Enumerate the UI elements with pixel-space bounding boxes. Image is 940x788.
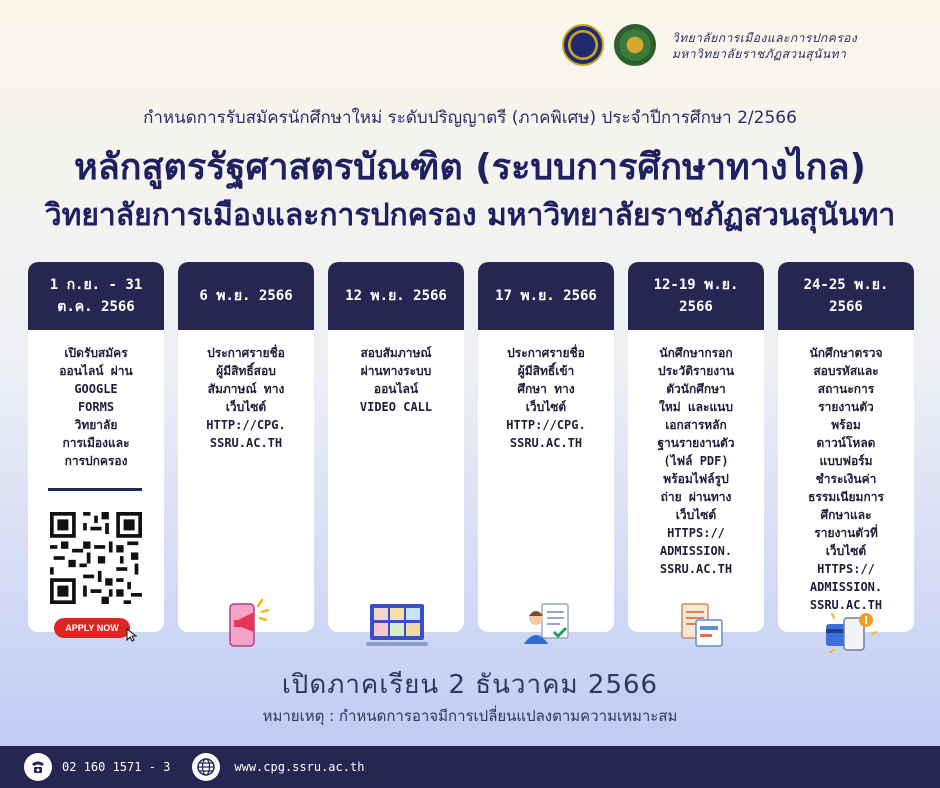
globe-icon [192, 753, 220, 781]
video-call-icon [366, 602, 428, 650]
step-line: พร้อมไฟล์รูป [663, 472, 729, 486]
qr-code-icon[interactable] [50, 512, 142, 604]
main-title: หลักสูตรรัฐศาสตรบัณฑิต (ระบบการศึกษาทางไกล) [74, 147, 866, 188]
step-line: ออนไลน์ [373, 382, 419, 396]
sub-title: วิทยาลัยการเมืองและการปกครอง มหาวิทยาลัยราชภัฏสวนสุนันทา [44, 198, 896, 233]
step-line: ผู้มีสิทธิ์สอบ [216, 364, 276, 378]
semester-open-date: เปิดภาคเรียน 2 ธันวาคม 2566 [281, 670, 659, 700]
step-line: สถานะการ [817, 382, 875, 396]
step-description [28, 330, 164, 470]
step-line: HTTP://CPG. [506, 418, 586, 432]
step-line: ศึกษาและ [820, 508, 872, 522]
step-line: ประวัติรายงาน [657, 364, 735, 378]
step-line: ออนไลน์ ผ่าน [59, 364, 133, 378]
step-line: ผู้มีสิทธิ์เข้า [517, 364, 575, 378]
footer [0, 746, 940, 788]
step-line: เปิดรับสมัคร [64, 346, 128, 360]
step-line: ประกาศรายชื่อ [507, 346, 585, 360]
step-date: 17 พ.ย. 2566 [478, 262, 614, 330]
apply-now-button[interactable]: APPLY NOW [54, 618, 130, 638]
step-line: GOOGLE [74, 382, 118, 396]
step-description [628, 330, 764, 578]
step-line: ธรรมเนียมการ [808, 490, 884, 504]
step-line: เอกสารหลัก [665, 418, 727, 432]
step-line: SSRU.AC.TH [509, 436, 583, 450]
step-line: HTTPS:// [667, 526, 725, 540]
step-line: HTTP://CPG. [206, 418, 286, 432]
schedule-note: หมายเหตุ : กำหนดการอาจมีการเปลี่ยนแปลงตามความเหมาะสม [262, 707, 678, 725]
step-date: 12 พ.ย. 2566 [328, 262, 464, 330]
step-line: ศึกษา ทาง [517, 382, 575, 396]
step-line: สอบสัมภาษณ์ [360, 346, 432, 360]
step-line: SSRU.AC.TH [659, 562, 733, 576]
document-form-icon [676, 602, 726, 650]
step-line: ผ่านทางระบบ [360, 364, 432, 378]
org-name [672, 30, 902, 62]
step-date: 1 ก.ย. - 31 ต.ค. 2566 [28, 262, 164, 330]
step-line: สอบรหัสและ [813, 364, 879, 378]
step-description [328, 330, 464, 416]
org-name-line2: มหาวิทยาลัยราชภัฏสวนสุนันทา [672, 47, 847, 61]
cursor-icon [126, 628, 138, 642]
step-line: ADMISSION. [809, 580, 883, 594]
step-line: รายงานตัวที่ [814, 526, 878, 540]
step-line: ใหม่ และแนบ [659, 400, 733, 414]
step-line: ถ่าย ผ่านทาง [660, 490, 732, 504]
step-card-4 [478, 262, 614, 632]
footer-website-link[interactable]: www.cpg.ssru.ac.th [234, 760, 365, 774]
step-date: 12-19 พ.ย. 2566 [628, 262, 764, 330]
step-line: เว็บไซต์ [825, 544, 867, 558]
step-line: ประกาศรายชื่อ [207, 346, 285, 360]
step-line: พร้อม [831, 418, 861, 432]
step-date: 6 พ.ย. 2566 [178, 262, 314, 330]
step-line: แบบฟอร์ม [819, 454, 873, 468]
step-line: เว็บไซต์ [675, 508, 717, 522]
phone-icon [24, 753, 52, 781]
header-logos [562, 24, 656, 66]
org-name-line1: วิทยาลัยการเมืองและการปกครอง [672, 31, 858, 45]
step-line: ดาวน์โหลด [816, 436, 876, 450]
step-line: สัมภาษณ์ ทาง [207, 382, 285, 396]
payment-icon [822, 610, 880, 658]
step-card-2 [178, 262, 314, 632]
step-line: VIDEO CALL [359, 400, 433, 414]
card-divider [48, 488, 142, 491]
step-line: HTTPS:// [817, 562, 875, 576]
step-line: เว็บไซต์ [225, 400, 267, 414]
university-logo [614, 24, 656, 66]
subheading: กำหนดการรับสมัครนักศึกษาใหม่ ระดับปริญญาตรี (ภาคพิเศษ) ประจำปีการศึกษา 2/2566 [143, 108, 797, 128]
step-line: ชำระเงินค่า [815, 472, 877, 486]
step-description [778, 330, 914, 614]
step-line: เว็บไซต์ [525, 400, 567, 414]
step-line: ADMISSION. [659, 544, 733, 558]
step-description [478, 330, 614, 452]
step-line: (ไฟล์ PDF) [663, 454, 729, 468]
step-line: การเมืองและ [62, 436, 130, 450]
footer-phone[interactable]: 02 160 1571 - 3 [62, 760, 171, 774]
step-line: รายงานตัว [818, 400, 874, 414]
step-line: วิทยาลัย [74, 418, 118, 432]
megaphone-icon [224, 598, 272, 650]
step-line: SSRU.AC.TH [809, 598, 883, 612]
step-line: การปกครอง [64, 454, 128, 468]
step-line: ฐานรายงานตัว [657, 436, 735, 450]
step-line: SSRU.AC.TH [209, 436, 283, 450]
step-description [178, 330, 314, 452]
step-line: ตัวนักศึกษา [666, 382, 726, 396]
step-line: นักศึกษากรอก [659, 346, 733, 360]
step-card-6 [778, 262, 914, 632]
step-card-5 [628, 262, 764, 632]
college-logo [562, 24, 604, 66]
step-line: FORMS [77, 400, 115, 414]
student-list-icon [520, 602, 572, 650]
step-date: 24-25 พ.ย. 2566 [778, 262, 914, 330]
step-card-3 [328, 262, 464, 632]
step-line: นักศึกษาตรวจ [809, 346, 883, 360]
